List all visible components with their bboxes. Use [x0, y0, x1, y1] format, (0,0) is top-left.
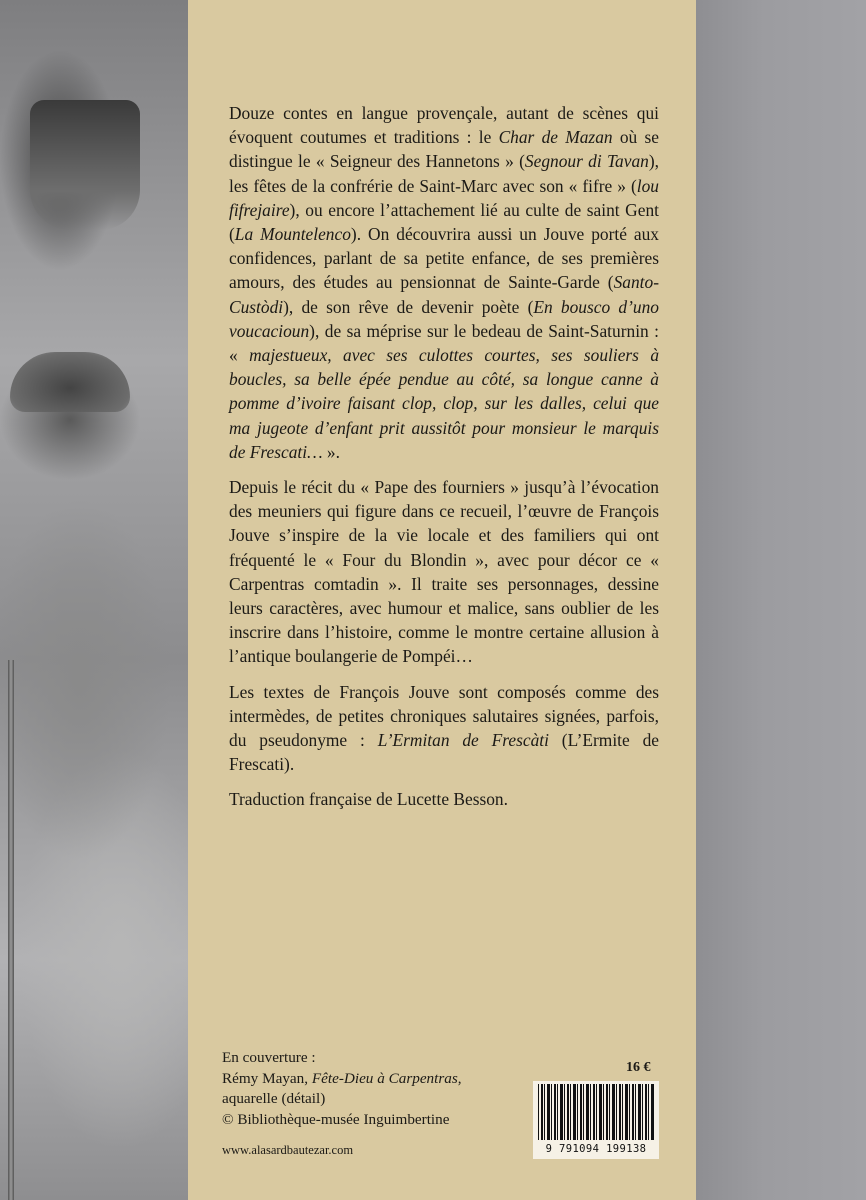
paragraph-1-segment: La Mountelenco	[234, 224, 351, 245]
paragraph-1-segment: ), de son rêve de devenir poète (	[283, 296, 534, 317]
tricorn-hat-figure	[10, 352, 130, 412]
lantern-figure	[30, 100, 140, 230]
paragraph-1-segment: ), les fêtes de la confrérie de Saint-Marc avec son « fifre » (	[229, 151, 659, 196]
credits-comma: ,	[457, 1069, 462, 1087]
cover-illustration	[0, 0, 188, 1200]
isbn-number: 9 791094 199138	[545, 1143, 647, 1155]
publisher-website: www.alasardbautezar.com	[222, 1143, 354, 1157]
barcode-icon	[538, 1084, 654, 1140]
paragraph-3-segment: L’Ermitan de Frescàti	[377, 730, 549, 751]
price-label: 16 €	[626, 1060, 651, 1075]
description-paragraph-4: Traduction française de Lucette Besson.	[229, 789, 508, 810]
credits-copyright: © Bibliothèque-musée Inguimbertine	[222, 1110, 450, 1128]
credits-artwork	[222, 1069, 522, 1090]
paragraph-1-segment: ), ou encore l’attachement lié au culte de saint Gent (	[229, 199, 659, 245]
paragraph-1-segment: En bousco d’uno voucacioun	[229, 296, 659, 341]
paragraph-1-segment: Santo-Custòdi	[229, 272, 659, 317]
paragraph-1-segment: lou fifrejaire	[229, 175, 659, 220]
description-paragraph-1	[229, 101, 659, 464]
paragraph-1-segment: Segnour di Tavan	[524, 151, 649, 172]
paragraph-1-segment: où se distingue le « Seigneur des Hannetons » (	[229, 127, 659, 172]
credits-heading: En couverture :	[222, 1049, 316, 1066]
paragraph-1-segment: Douze contes en langue provençale, autant de scènes qui évoquent coutumes et traditions : le	[229, 103, 659, 148]
paragraph-3-segment: Les textes de François Jouve sont composés comme des intermèdes, de petites chroniques salutaires signées, parfois, du pseudonyme :	[229, 681, 659, 751]
staff-figure	[8, 660, 14, 1200]
paragraph-1-segment: ). On découvrira aussi un Jouve porté aux confidences, parlant de sa petite enfance, de ses premières amours, des études au pensionnat de Sainte-Garde (	[229, 224, 660, 293]
right-gray-band	[696, 0, 866, 1200]
paragraph-3-segment: (L’Ermite de Frescati).	[229, 730, 659, 775]
cover-credits	[222, 1048, 522, 1130]
credits-medium: aquarelle (détail)	[222, 1090, 326, 1108]
paragraph-1-segment: majestueux, avec ses culottes courtes, ses souliers à boucles, sa belle épée pendue au côté, sa longue canne à pomme d’ivoire faisant clop, clop, sur les dalles, celui que ma jugeote d’enfant prit aussitôt pour monsieur le marquis de Frescati…	[229, 345, 660, 462]
credits-artwork-title: Fête-Dieu à Carpentras	[311, 1069, 458, 1087]
paragraph-1-segment: ».	[322, 441, 340, 462]
paragraph-1-segment: ), de sa méprise sur le bedeau de Saint-Saturnin : «	[229, 320, 659, 366]
description-paragraph-2: Depuis le récit du « Pape des fourniers » jusqu’à l’évocation des meuniers qui figure dans ce recueil, l’œuvre de François Jouve s’inspire de la vie locale et des familiers qui ont fréquenté le « Four du Blondin », avec pour décor ce « Carpentras comtadin ». Il traite ses personnages, dessine leurs caractères, avec humour et malice, sans oublier de les inscrire dans l’histoire, comme le montre certaine allusion à l’antique boulangerie de Pompéi…	[229, 477, 659, 667]
credits-artist: Rémy Mayan,	[222, 1069, 312, 1087]
paragraph-1-segment: Char de Mazan	[498, 127, 613, 148]
back-cover-description	[229, 101, 659, 823]
description-paragraph-3	[229, 680, 659, 777]
